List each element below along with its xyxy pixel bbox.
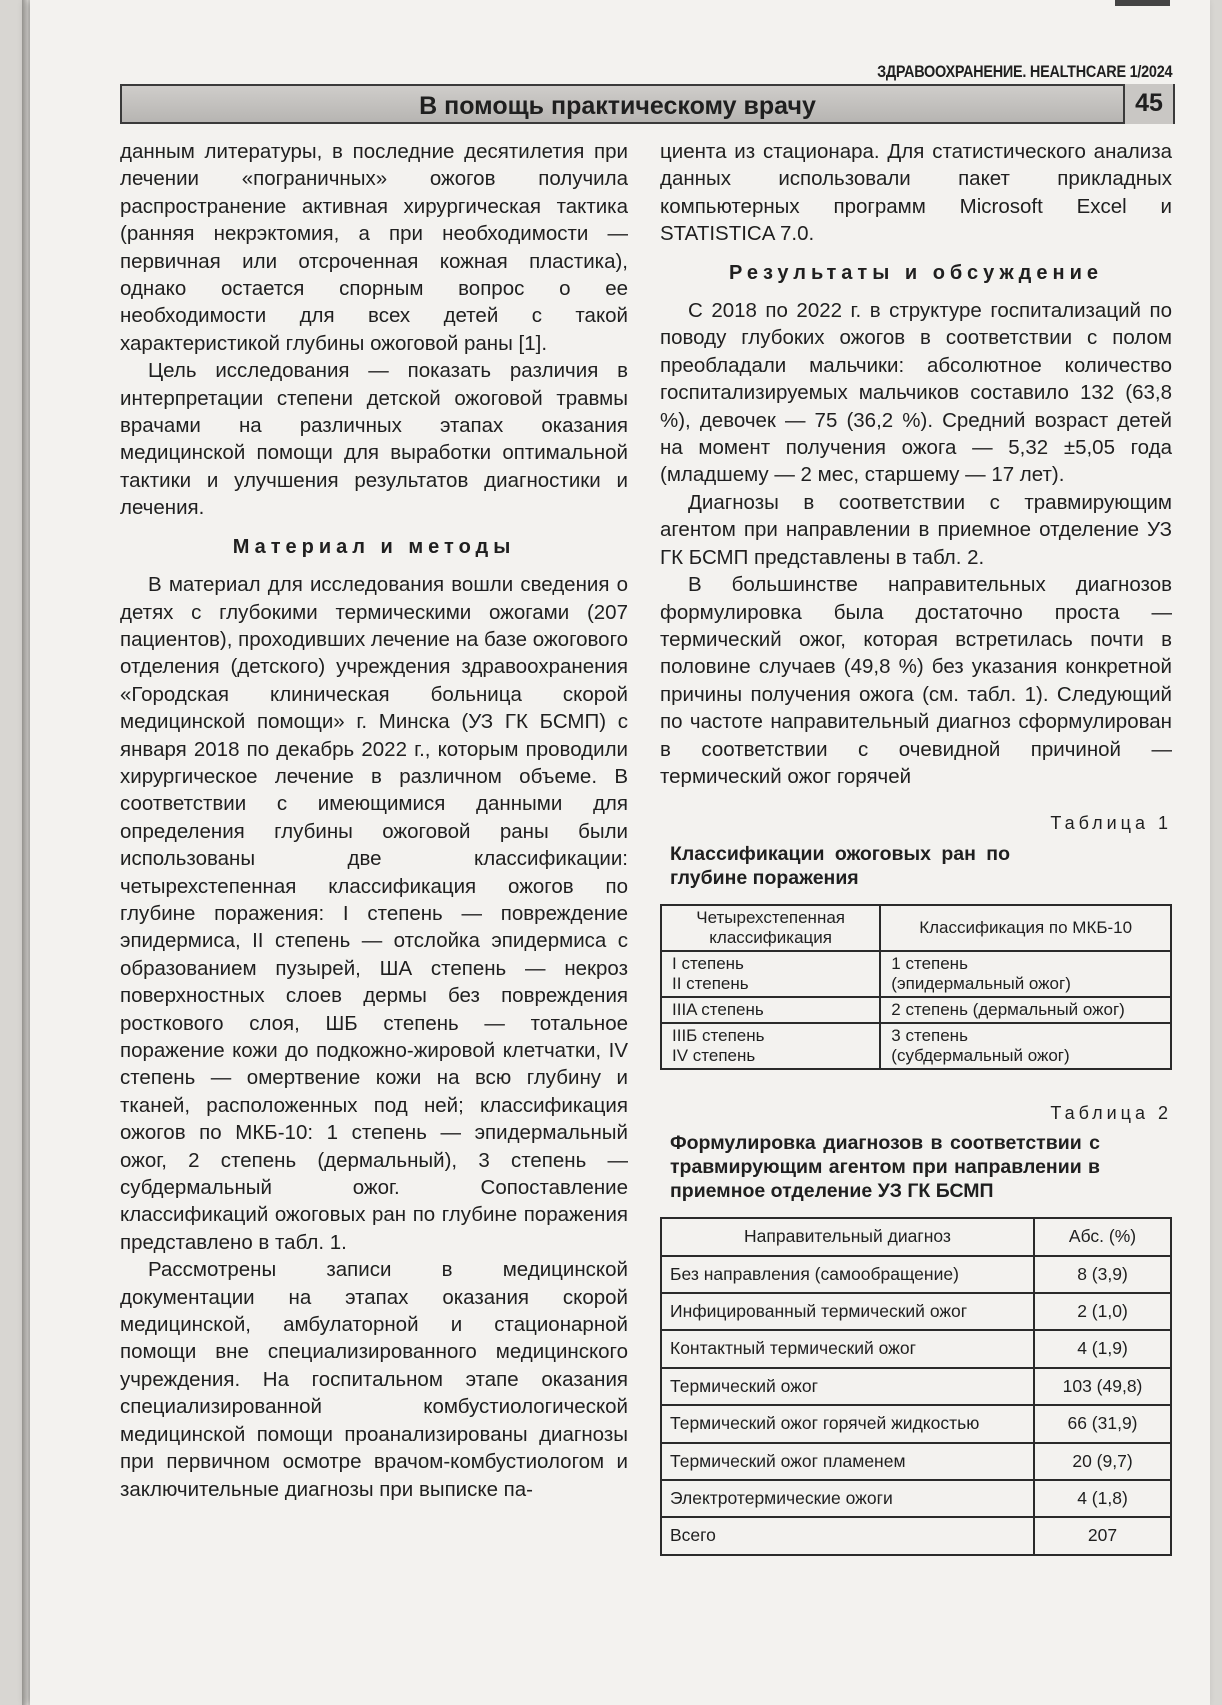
table2-header-col1: Направительный диагноз — [661, 1218, 1034, 1255]
page-edge — [22, 0, 28, 1705]
table1-cell-text: 3 степень — [891, 1025, 968, 1045]
table2-diagnosis: Термический ожог — [661, 1368, 1034, 1405]
table-row — [661, 1023, 1171, 1069]
table2-title: Формулировка диагнозов в соответствии с травмирующим агентом при направлении в приемное отделение УЗ ГК БСМП — [670, 1132, 1100, 1203]
table-row — [661, 997, 1171, 1023]
table-row — [661, 1256, 1171, 1293]
left-paragraph-2: Цель исследования — показать различия в интерпретации степени детской ожоговой травмы врачами на различных этапах оказания медицинской помощи для выработки оптимальной тактики и улучшения результатов диагностики и лечения. — [120, 359, 628, 520]
table1-label: Таблица 1 — [1050, 813, 1172, 834]
table1-cell-text: I степень — [672, 953, 744, 973]
scan-mark — [1115, 0, 1170, 6]
table1-cell-text: 1 степень — [891, 953, 968, 973]
right-column — [660, 138, 1172, 1556]
table1-cell-text: IV степень — [672, 1045, 756, 1065]
table1-cell — [661, 1023, 880, 1069]
table1-header-col1: Четырехстепенная классификация — [661, 905, 880, 951]
table2-value: 103 (49,8) — [1034, 1368, 1171, 1405]
left-paragraph-4: Рассмотрены записи в медицинской документации на этапах оказания скорой медицинской, амбулаторной и стационарной помощи вне специализированного медицинского учреждения. На госпитальном этапе оказания специализированной комбустиологической медицинской помощи проанализированы диагнозы при первичном осмотре врачом-комбустиологом и заключительные диагнозы при выписке па- — [120, 1258, 628, 1501]
right-paragraph-4: В большинстве направительных диагнозов формулировка была достаточно проста — термический ожог, которая встретилась почти в половине случаев (49,8 %) без указания конкретной причины получения ожога (см. табл. 1). Следующий по частоте направительный диагноз сформулирован в соответствии с очевидной причиной — термический ожог горячей — [660, 573, 1172, 788]
table2-value: 20 (9,7) — [1034, 1443, 1171, 1480]
table2-value: 4 (1,8) — [1034, 1480, 1171, 1517]
table-row — [661, 1517, 1171, 1554]
table2-value: 66 (31,9) — [1034, 1405, 1171, 1442]
left-column — [120, 138, 628, 1503]
table1-cell: IIIA степень — [661, 997, 880, 1023]
heading-results: Результаты и обсуждение — [728, 261, 1103, 284]
table-row — [661, 1405, 1171, 1442]
table2-value: 4 (1,9) — [1034, 1330, 1171, 1367]
page-number: 45 — [1123, 84, 1173, 124]
left-paragraph-3: В материал для исследования вошли сведения о детях с глубокими термическими ожогами (207 пациентов), проходивших лечение на базе ожогового отделения (детского) учреждения здравоохранения «Городская клиническая больница скорой медицинской помощи» г. Минска (УЗ ГК БСМП) с января 2018 по декабрь 2022 г., которым проводили хирургическое лечение в различном объеме. В соответствии с имеющимися данными для определения глубины ожоговой раны были использованы две классификации: четырехстепенная классификация ожогов по глубине поражения: I степень — повреждение эпидермиса, II степень — отслойка эпидермиса с образованием пузырей, ША степень — некроз поверхностных слоев дермы без повреждения росткового слоя, ШБ степень — тотальное поражение кожи до подкожно-жировой клетчатки, IV степень — омертвение кожи на всю глубину и тканей, расположенных под ней; классификация ожогов по МКБ-10: 1 степень — эпидермальный ожог, 2 степень (дермальный), 3 степень — субдермальный ожог. Сопоставление классификаций ожоговых ран по глубине поражения представлено в табл. 1. — [120, 573, 628, 1254]
table2-header-col2: Абс. (%) — [1034, 1218, 1171, 1255]
table-row — [661, 951, 1171, 997]
table-row — [661, 1480, 1171, 1517]
running-head: ЗДРАВООХРАНЕНИЕ. HEALTHCARE 1/2024 — [876, 62, 1172, 81]
table2-label: Таблица 2 — [1050, 1102, 1172, 1123]
table-row — [661, 1443, 1171, 1480]
section-title: В помощь практическому врачу — [419, 92, 816, 120]
table1-cell-text: IIIБ степень — [672, 1025, 765, 1045]
table2-value: 2 (1,0) — [1034, 1293, 1171, 1330]
right-paragraph-1: циента из стационара. Для статистического анализа данных использовали пакет прикладных компьютерных программ Microsoft Excel и STATISTICA 7.0. — [660, 140, 1172, 246]
table-row — [661, 1330, 1171, 1367]
left-paragraph-1: данным литературы, в последние десятилетия при лечении «пограничных» ожогов получила распространение активная хирургическая тактика (ранняя некрэктомия, а при необходимости — первичная или отсроченная кожная пластика), однако остается спорным вопрос о ее необходимости для всех детей с такой характеристикой глубины ожоговой раны [1]. — [120, 140, 628, 355]
heading-methods: Материал и методы — [232, 535, 516, 558]
table1-title: Классификации ожоговых ран по глубине поражения — [670, 842, 1010, 889]
right-paragraph-3: Диагнозы в соответствии с травмирующим агентом при направлении в приемное отделение УЗ ГК БСМП представлены в табл. 2. — [660, 490, 1172, 569]
table1-cell: 2 степень (дермальный ожог) — [880, 997, 1171, 1023]
table1-header-col2: Классификация по МКБ-10 — [880, 905, 1171, 951]
table-row — [661, 1218, 1171, 1255]
table2-diagnosis: Инфицированный термический ожог — [661, 1293, 1034, 1330]
section-bar — [120, 84, 1175, 124]
table1-cell-text: II степень — [672, 973, 749, 993]
table-row — [661, 1293, 1171, 1330]
table-row — [661, 905, 1171, 951]
table2-value: 8 (3,9) — [1034, 1256, 1171, 1293]
table2-diagnosis: Без направления (самообращение) — [661, 1256, 1034, 1293]
table1-cell-text: (субдермальный ожог) — [891, 1045, 1070, 1065]
table2 — [660, 1217, 1172, 1556]
table2-diagnosis: Электротермические ожоги — [661, 1480, 1034, 1517]
table1-cell — [880, 1023, 1171, 1069]
table1-cell-text: (эпидермальный ожог) — [891, 973, 1071, 993]
table2-diagnosis: Контактный термический ожог — [661, 1330, 1034, 1367]
table2-value: 207 — [1034, 1517, 1171, 1554]
table1-cell — [880, 951, 1171, 997]
table1 — [660, 904, 1172, 1070]
table2-diagnosis: Термический ожог горячей жидкостью — [661, 1405, 1034, 1442]
table2-diagnosis: Всего — [661, 1517, 1034, 1554]
table-row — [661, 1368, 1171, 1405]
table2-diagnosis: Термический ожог пламенем — [661, 1443, 1034, 1480]
table1-cell — [661, 951, 880, 997]
right-paragraph-2: С 2018 по 2022 г. в структуре госпитализаций по поводу глубоких ожогов в соответствии с полом преобладали мальчики: абсолютное количество госпитализируемых мальчиков составило 132 (63,8 %), девочек — 75 (36,2 %). Средний возраст детей на момент получения ожога — 5,32 ±5,05 года (младшему — 2 мес, старшему — 17 лет). — [660, 299, 1172, 487]
